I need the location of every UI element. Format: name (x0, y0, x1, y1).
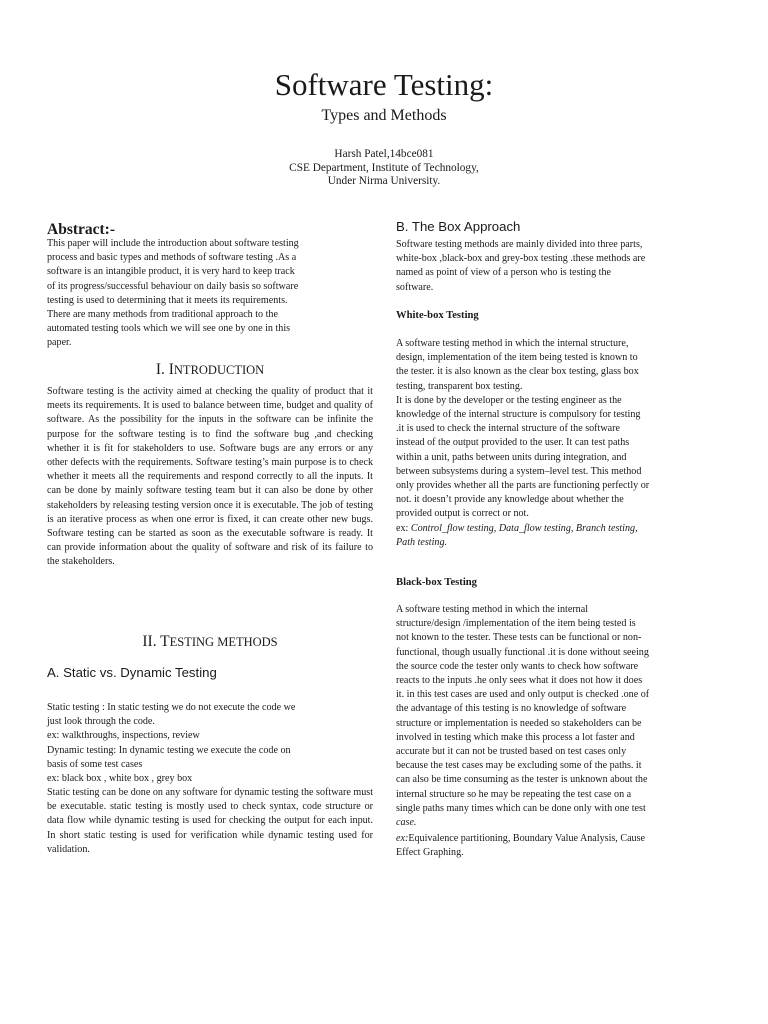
abstract-line: software is an intangible product, it is very hard to keep track (47, 266, 295, 278)
body-line: provided output is correct or not. (396, 508, 529, 520)
example-text: Effect Graphing. (396, 847, 464, 859)
body-line: the advantage of this testing is no knowledge of software (396, 703, 627, 715)
author-department: CSE Department, Institute of Technology, (289, 161, 479, 174)
body-line: instead of the output provided to the user. It can test paths (396, 437, 630, 449)
section-title-rest: ESTING METHODS (169, 635, 278, 649)
black-box-body (396, 603, 718, 861)
abstract-body (47, 237, 373, 351)
abstract-line: process and basic types and methods of software testing .As a (47, 252, 297, 264)
body-line: only provides whether all the parts are functioning perfectly or (396, 480, 650, 492)
body-line: internal structure so he may be repeating the test case on a (396, 788, 632, 800)
introduction-paragraph: Software testing is the activity aimed at checking the quality of product that it meets its requirements. It is used to balance between time, budget and quality of software. As the possibility for the inputs in the software can be infinite the purpose for the software testing is to find the software bug ,and checking whether it is fit for stakeholders to use. Software bugs are any errors or any other defects with the requirements. Software testing’s main purpose is to check whether it meets all the requirements and respond correctly to all the inputs. It can be done by mainly software testing team but it can also be done by other stakeholders by releasing testing version once it is executable. The job of testing is an iterative process as when one error is fixed, it can create other new bugs. Software testing can be started as soon as the executable software is ready. It can provide information about the quality of software and risk of its failure to the stakeholders. (47, 386, 373, 568)
body-line: A software testing method in which the internal (396, 604, 589, 615)
author-university: Under Nirma University. (327, 175, 441, 187)
box-approach-body (396, 238, 718, 295)
body-line: can also be time consuming as the tester is unknown about the (396, 774, 648, 786)
definition-line: basis of some test cases (47, 758, 143, 770)
body-line: case. (396, 817, 417, 829)
body-line: reacts to the inputs .he only sees what it does not how it does (396, 675, 643, 687)
body-line: structure/design /implementation of the item being tested is (396, 618, 636, 630)
body-line: involved in testing which make this process a lot faster and (396, 731, 635, 743)
example-text: Control_flow testing, Data_flow testing, Branch testing, (410, 522, 638, 534)
box-approach-heading: B. The Box Approach (396, 219, 521, 234)
body-line: not known to the tester. These tests can be functional or non- (396, 632, 642, 644)
black-box-example (396, 832, 718, 846)
section-number: I. (155, 361, 169, 378)
black-box-heading: Black-box Testing (396, 577, 477, 588)
body-line: software. (396, 281, 434, 293)
abstract-line: automated testing tools which we will see one by one in this (47, 323, 291, 335)
abstract-line: paper. (47, 337, 72, 349)
body-line: the tester. it is also known as the clear box testing, glass box (396, 366, 639, 378)
abstract-line: testing is used to determining that it meets its requirements. (47, 294, 288, 306)
abstract-line: of its progress/successful behaviour on daily basis so software (47, 280, 299, 292)
body-line: not. it doesn’t provide any knowledge about whether the (396, 494, 624, 506)
definition-line: Static testing : In static testing we do not execute the code we (47, 702, 296, 713)
example-text: Path testing. (396, 536, 448, 548)
static-dynamic-definitions (47, 701, 373, 786)
white-box-example (396, 522, 718, 536)
section-title-rest: NTRODUCTION (173, 363, 265, 377)
author-block (0, 148, 768, 189)
body-line: It is done by the developer or the testing engineer as the (396, 394, 622, 406)
body-line: between subsystems during a system–level test. This method (396, 465, 642, 477)
body-line: testing, transparent box testing. (396, 380, 523, 392)
paper-title: Software Testing: (274, 67, 494, 102)
body-line: because the test cases may be excluding some of the paths. it (396, 760, 642, 772)
abstract-heading: Abstract:- (47, 221, 116, 238)
body-line: white-box ,black-box and grey-box testing .these methods are (396, 253, 646, 265)
definition-line: Dynamic testing: In dynamic testing we execute the code on (47, 744, 291, 756)
definition-line: ex: black box , white box , grey box (47, 773, 193, 785)
body-line: within a unit, paths between units during integration, and (396, 451, 627, 463)
paper-subtitle: Types and Methods (321, 107, 447, 124)
example-prefix: ex: (396, 833, 409, 845)
section-number: II. (142, 633, 161, 650)
body-line: it. in this test cases are used and only output is checked .one of (396, 689, 650, 701)
example-prefix: ex: (396, 522, 411, 534)
definition-line: ex: walkthroughs, inspections, review (47, 730, 200, 742)
static-dynamic-paragraph: Static testing can be done on any software for dynamic testing the software must be executable. static testing is mostly used to check syntax, code structure or data flow while dynamic testing is used for checking the output for each input. In short static testing is used for verification while dynamic testing used for validation. (47, 787, 373, 855)
body-line: Software testing methods are mainly divided into three parts, (396, 239, 643, 250)
abstract-line: This paper will include the introduction about software testing (47, 238, 299, 249)
body-line: the source code the tester only wants to check how software (396, 660, 639, 672)
body-line: .it is used to check the internal structure of the software (396, 423, 620, 435)
introduction-heading (47, 361, 373, 379)
body-line: named as point of view of a person who is testing the (396, 267, 612, 279)
definition-line: just look through the code. (47, 716, 155, 728)
body-line: functional, though usually functional .it is done without seeing (396, 646, 649, 658)
body-line: structure or implementation is needed so stakeholders can be (396, 717, 642, 729)
static-dynamic-heading: A. Static vs. Dynamic Testing (47, 665, 217, 680)
white-box-body (396, 337, 718, 550)
testing-methods-heading (47, 633, 373, 651)
body-line: A software testing method in which the internal structure, (396, 338, 629, 349)
section-initial: T (160, 633, 170, 650)
body-line: knowledge of the internal structure is compulsory for testing (396, 409, 641, 421)
author-name: Harsh Patel,14bce081 (334, 148, 434, 160)
white-box-heading: White-box Testing (396, 310, 479, 321)
abstract-line: There are many methods from traditional approach to the (47, 309, 278, 321)
body-line: accurate but it can not be trusted based on test cases only (396, 746, 627, 758)
body-line: design, implementation of the item being tested is known to (396, 352, 638, 364)
section-initial: I (168, 361, 174, 378)
example-text: Equivalence partitioning, Boundary Value Analysis, Cause (408, 833, 646, 845)
body-line: single paths many times which can be done only with one test (396, 802, 646, 814)
